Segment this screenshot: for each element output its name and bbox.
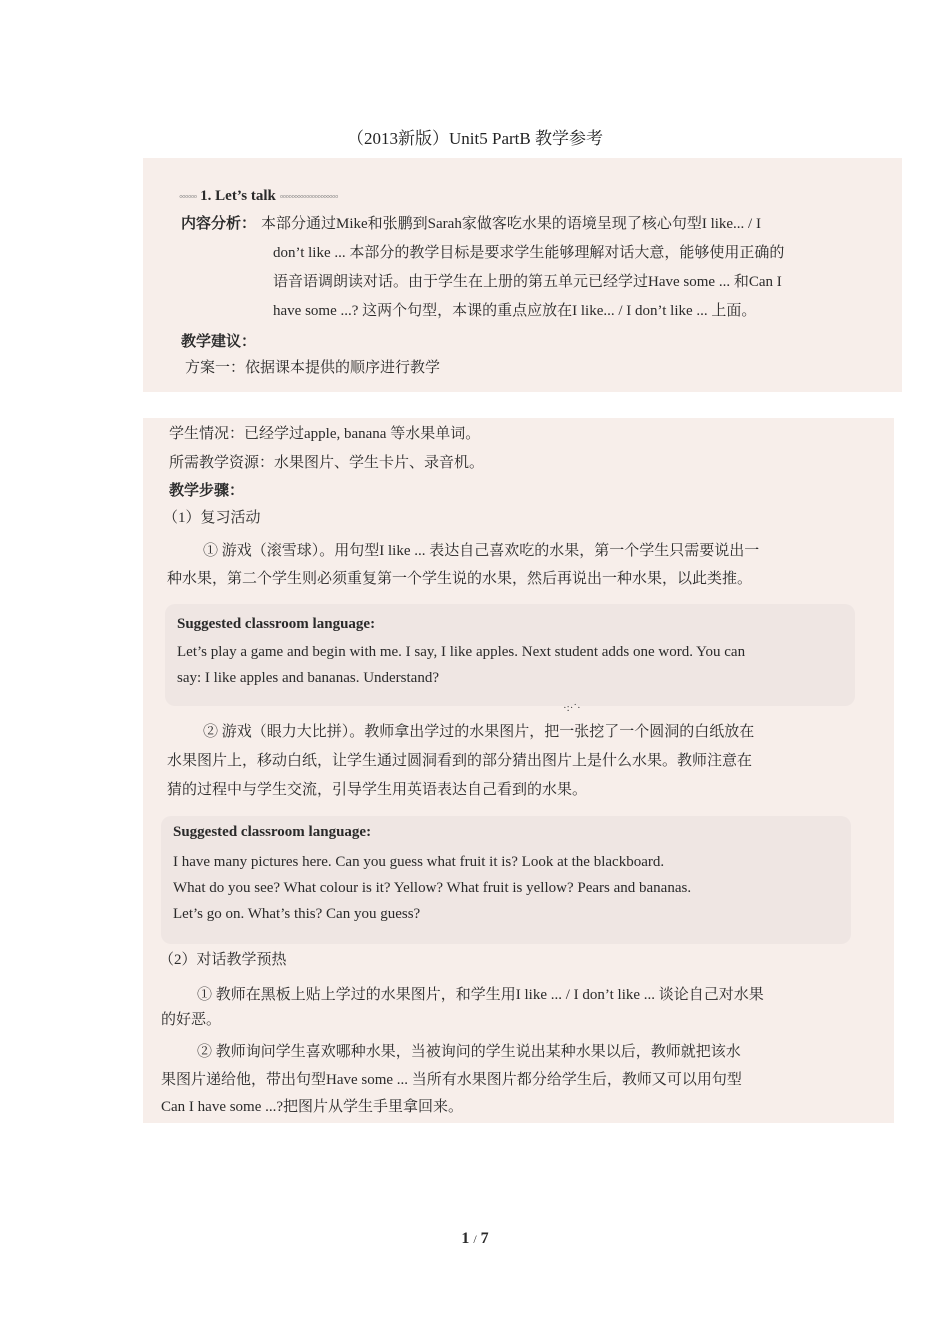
suggested-heading: Suggested classroom language: bbox=[177, 616, 376, 632]
step2-item2-line: 果图片递给他，带出句型Have some ... 当所有水果图片都分给学生后，教师又可以用句型 bbox=[161, 1072, 742, 1088]
document-title: （2013新版）Unit5 PartB 教学参考 bbox=[347, 129, 603, 148]
suggestion-label: 教学建议： bbox=[181, 334, 257, 350]
scan-speckle: ·:·˙· bbox=[563, 702, 581, 714]
step1-label: （1）复习活动 bbox=[163, 510, 261, 526]
analysis-line: 本部分通过Mike和张鹏到Sarah家做客吃水果的语境呈现了核心句型I like... / I bbox=[261, 216, 761, 232]
plan-label: 方案一：依据课本提供的顺序进行教学 bbox=[185, 360, 441, 376]
heading-decoration-right: ◦◦◦◦◦◦◦◦◦◦◦◦◦◦◦◦◦◦◦◦ bbox=[279, 191, 338, 203]
step2-label: （2）对话教学预热 bbox=[159, 952, 287, 968]
page-total: 7 bbox=[480, 1230, 489, 1247]
steps-label: 教学步骤： bbox=[169, 483, 245, 499]
game1-line: ① 游戏（滚雪球）。用句型I like ... 表达自己喜欢吃的水果，第一个学生只需要说出一 bbox=[203, 543, 760, 559]
game2-line: 猜的过程中与学生交流，引导学生用英语表达自己看到的水果。 bbox=[167, 782, 588, 798]
analysis-label: 内容分析： bbox=[181, 216, 257, 232]
suggested-line: Let’s go on. What’s this? Can you guess? bbox=[173, 906, 421, 922]
suggested-language-box bbox=[161, 816, 851, 944]
suggested-line: What do you see? What colour is it? Yellow? What fruit is yellow? Pears and bananas. bbox=[173, 880, 692, 896]
suggested-line: I have many pictures here. Can you guess what fruit it is? Look at the blackboard. bbox=[173, 854, 665, 870]
step2-item2-line: ② 教师询问学生喜欢哪种水果，当被询问的学生说出某种水果以后，教师就把该水 bbox=[197, 1044, 741, 1060]
game1-line: 种水果，第二个学生则必须重复第一个学生说的水果，然后再说出一种水果，以此类推。 bbox=[167, 571, 753, 587]
step2-item1-line: ① 教师在黑板上贴上学过的水果图片，和学生用I like ... / I don’t like ... 谈论自己对水果 bbox=[197, 987, 764, 1003]
step2-item1-line: 的好恶。 bbox=[161, 1012, 222, 1028]
step2-item2-line: Can I have some ...?把图片从学生手里拿回来。 bbox=[161, 1099, 464, 1115]
analysis-line: have some ...? 这两个句型，本课的重点应放在I like... / I don’t like ... 上面。 bbox=[273, 303, 757, 319]
suggested-line: say: I like apples and bananas. Understand? bbox=[177, 670, 439, 686]
page-number bbox=[0, 1230, 950, 1248]
game2-line: ② 游戏（眼力大比拼）。教师拿出学过的水果图片，把一张挖了一个圆洞的白纸放在 bbox=[203, 724, 755, 740]
analysis-line: 语音语调朗读对话。由于学生在上册的第五单元已经学过Have some ... 和Can I bbox=[273, 274, 782, 290]
teaching-resources: 所需教学资源：水果图片、学生卡片、录音机。 bbox=[169, 455, 485, 471]
section-heading bbox=[179, 186, 338, 207]
section-heading-text: 1. Let’s talk bbox=[200, 188, 276, 204]
scanned-excerpt-lets-talk bbox=[143, 158, 902, 392]
analysis-line: don’t like ... 本部分的教学目标是要求学生能够理解对话大意，能够使用正确的 bbox=[273, 245, 785, 261]
page-current: 1 bbox=[461, 1230, 470, 1247]
suggested-heading: Suggested classroom language: bbox=[173, 824, 372, 840]
scanned-excerpt-teaching-steps bbox=[143, 418, 894, 1123]
heading-decoration-left: ◦◦◦◦◦◦ bbox=[179, 191, 197, 203]
suggested-language-box bbox=[165, 604, 855, 706]
suggested-line: Let’s play a game and begin with me. I say, I like apples. Next student adds one word. You can bbox=[177, 644, 746, 660]
game2-line: 水果图片上，移动白纸，让学生通过圆洞看到的部分猜出图片上是什么水果。教师注意在 bbox=[167, 753, 753, 769]
student-situation: 学生情况：已经学过apple, banana 等水果单词。 bbox=[169, 426, 481, 442]
page-separator: / bbox=[473, 1232, 477, 1246]
